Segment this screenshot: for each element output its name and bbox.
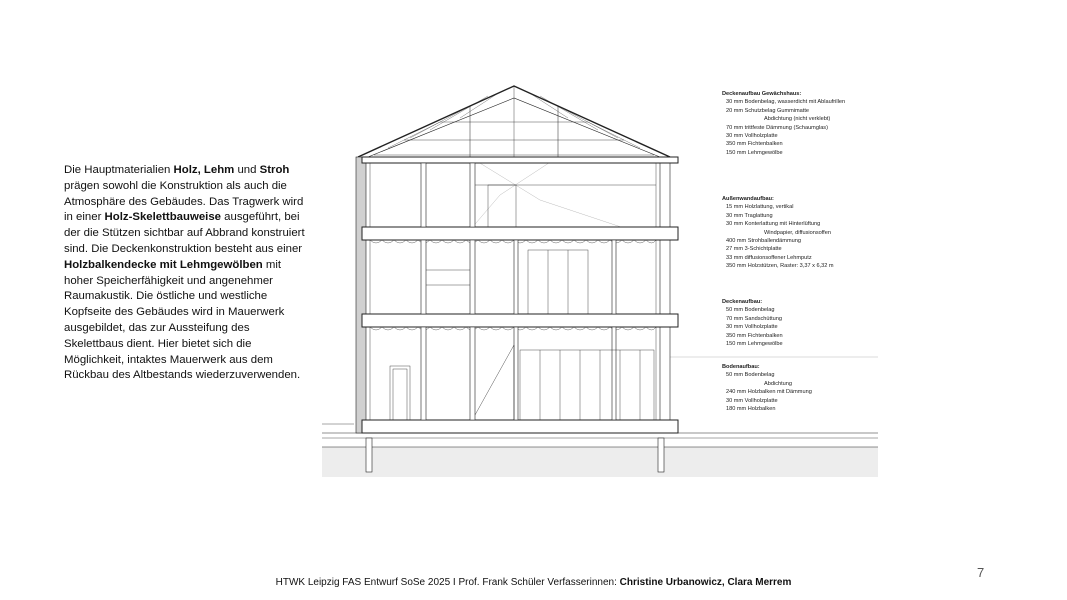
spec-line: 30 mm Bodenbelag, wasserdicht mit Ablaufrillen (726, 99, 846, 106)
spec-line: 30 mm Konterlattung mit Hinterlüftung (726, 221, 821, 228)
spec-line: 50 mm Bodenbelag (726, 307, 775, 314)
spec-line: 350 mm Holzstützen, Raster: 3,37 x 6,32 m (726, 263, 834, 270)
timber-columns (421, 163, 616, 420)
spec-line: 30 mm Traglattung (726, 212, 773, 219)
spec-line: Abdichtung (nicht verklebt) (764, 116, 831, 123)
spec-ceiling (722, 298, 783, 348)
spec-line: 150 mm Lehmgewölbe (726, 341, 783, 348)
spec-greenhouse-ceiling (722, 90, 845, 157)
spec-floor (722, 363, 812, 413)
spec-line: 33 mm diffusionsoffener Lehmputz (726, 254, 812, 261)
spec-line: 30 mm Vollholzplatte (726, 324, 778, 331)
spec-title: Außenwandaufbau: (722, 196, 774, 202)
footer-authors: Christine Urbanowicz, Clara Merrem (619, 577, 792, 588)
spec-line: 30 mm Vollholzplatte (726, 133, 778, 140)
intro-text-part: prägen sowohl die Konstruktion als auch die Atmosphäre des Gebäudes. Das Tragwerk wird in einer (64, 179, 304, 224)
spec-title: Bodenaufbau: (722, 364, 760, 370)
spec-title: Deckenaufbau: (722, 299, 763, 305)
page-number: 7 (977, 565, 985, 580)
exterior-walls (356, 157, 670, 433)
spec-line: 70 mm Sandschüttung (726, 315, 782, 322)
spec-line: 20 mm Schutzbelag Gummimatte (726, 107, 810, 114)
intro-highlight: Holz-Skelettbauweise (104, 211, 222, 224)
spec-line: 240 mm Holzbalken mit Dämmung (726, 389, 812, 396)
spec-line: 70 mm trittfeste Dämmung (Schaumglas) (726, 124, 828, 131)
intro-text-part: ausgeführt, bei der die Stützen sichtbar auf Abbrand konstruiert sind. Die Deckenkonstruktion besteht aus einer (64, 211, 305, 255)
spec-line: 50 mm Bodenbelag (726, 372, 775, 379)
spec-line: 180 mm Holzbalken (726, 406, 776, 413)
spec-line: 400 mm Strohballendämmung (726, 238, 801, 245)
spec-line: 27 mm 3-Schichtplatte (726, 246, 782, 253)
spec-line: Abdichtung (764, 380, 792, 387)
footer-text: HTWK Leipzig FAS Entwurf SoSe 2025 I Prof. Frank Schüler Verfasserinnen: (275, 577, 620, 588)
spec-line: 150 mm Lehmgewölbe (726, 149, 783, 156)
spec-line: 350 mm Fichtenbalken (726, 332, 783, 339)
intro-highlight: Holz, Lehm (173, 164, 235, 176)
spec-title: Deckenaufbau Gewächshaus: (722, 91, 802, 97)
spec-line: 350 mm Fichtenbalken (726, 141, 783, 148)
intro-text-part: Die Hauptmaterialien (64, 164, 174, 176)
intro-text (64, 163, 312, 384)
spec-line: Windpapier, diffusionsoffen (764, 229, 831, 236)
intro-text-part: und (234, 164, 260, 176)
intro-highlight: Stroh (259, 164, 290, 176)
spec-line: 30 mm Vollholzplatte (726, 397, 778, 404)
footer (0, 577, 1067, 588)
spec-exterior-wall (722, 195, 834, 271)
intro-highlight: Holzbalkendecke mit Lehmgewölben (64, 258, 263, 271)
spec-line: 15 mm Holzlattung, vertikal (726, 204, 794, 211)
intro-text-part: mit hoher Speicherfähigkeit und angenehmer Raumakustik. Die östliche und westliche Kopfseite des Gebäudes wird in Mauerwerk ausgebildet, das zur Aussteifung des Skelettbaus dient. Hier bietet sich die Möglichkeit, intaktes Mauerwerk aus dem Rückbau des Altbestands wiederzuverwenden. (64, 258, 301, 382)
